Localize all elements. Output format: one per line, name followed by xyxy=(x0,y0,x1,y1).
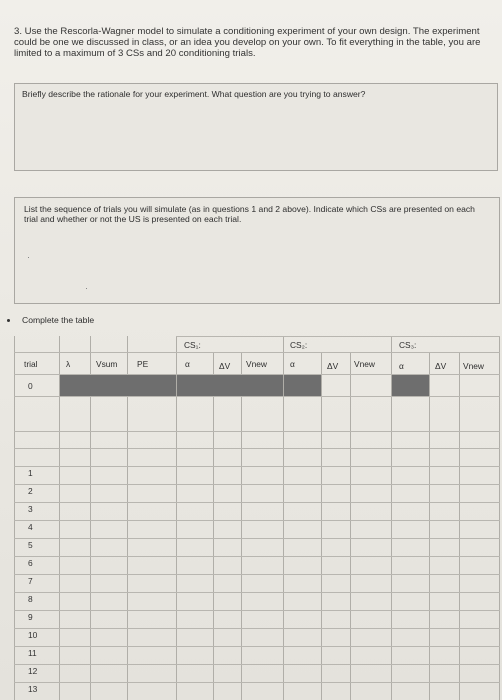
col-trial: trial xyxy=(24,359,38,369)
cs3-header: CS₃: xyxy=(399,340,417,350)
pen-mark: · xyxy=(27,252,30,262)
col-cs3-alpha: α xyxy=(399,361,404,371)
col-vsum: Vsum xyxy=(96,359,118,369)
trial-number: 10 xyxy=(28,630,38,640)
trial-number: 5 xyxy=(28,540,33,550)
col-cs3-vnew: Vnew xyxy=(463,361,484,371)
trial-number: 12 xyxy=(28,666,38,676)
shaded-cell xyxy=(177,375,283,396)
trial-number: 6 xyxy=(28,558,33,568)
col-cs1-delta-v: ΔV xyxy=(219,361,231,371)
col-cs2-alpha: α xyxy=(290,359,295,369)
col-lambda: λ xyxy=(66,359,71,369)
trial-number: 7 xyxy=(28,576,33,586)
rationale-prompt: Briefly describe the rationale for your experiment. What question are you trying to answer? xyxy=(22,89,366,99)
col-cs1-alpha: α xyxy=(185,359,190,369)
trial-number: 1 xyxy=(28,468,33,478)
trial-number: 3 xyxy=(28,504,33,514)
trial-number: 8 xyxy=(28,594,33,604)
trial-number: 11 xyxy=(28,648,37,658)
question-3-text: 3. Use the Rescorla-Wagner model to simulate a conditioning experiment of your own design. The experiment could be one we discussed in class, or an idea you develop on your own. To fit everything in the table, you are limited to a maximum of 3 CSs and 20 conditioning trials. xyxy=(14,26,481,60)
trial-number: 2 xyxy=(28,486,33,496)
row-zero-label: 0 xyxy=(28,381,33,391)
shaded-cell xyxy=(392,375,429,396)
rescorla-wagner-table xyxy=(14,336,500,700)
trial-sequence-prompt: List the sequence of trials you will simulate (as in questions 1 and 2 above). Indicate which CSs are presented on each trial and whether or not the US is presented on each trial. xyxy=(24,204,475,225)
bullet-icon xyxy=(7,319,10,322)
cs2-header: CS₂: xyxy=(290,340,308,350)
shaded-cell xyxy=(284,375,321,396)
col-cs1-vnew: Vnew xyxy=(246,359,267,369)
trial-number: 4 xyxy=(28,522,33,532)
table-instruction: Complete the table xyxy=(22,315,95,325)
shaded-cell xyxy=(60,375,176,396)
trial-number: 9 xyxy=(28,612,33,622)
col-cs2-vnew: Vnew xyxy=(354,359,375,369)
col-cs3-delta-v: ΔV xyxy=(435,361,447,371)
trial-number: 13 xyxy=(28,684,38,694)
col-cs2-delta-v: ΔV xyxy=(327,361,339,371)
cs1-header: CS₁: xyxy=(184,340,201,350)
col-pe: PE xyxy=(137,359,149,369)
pen-mark: · xyxy=(85,283,88,293)
